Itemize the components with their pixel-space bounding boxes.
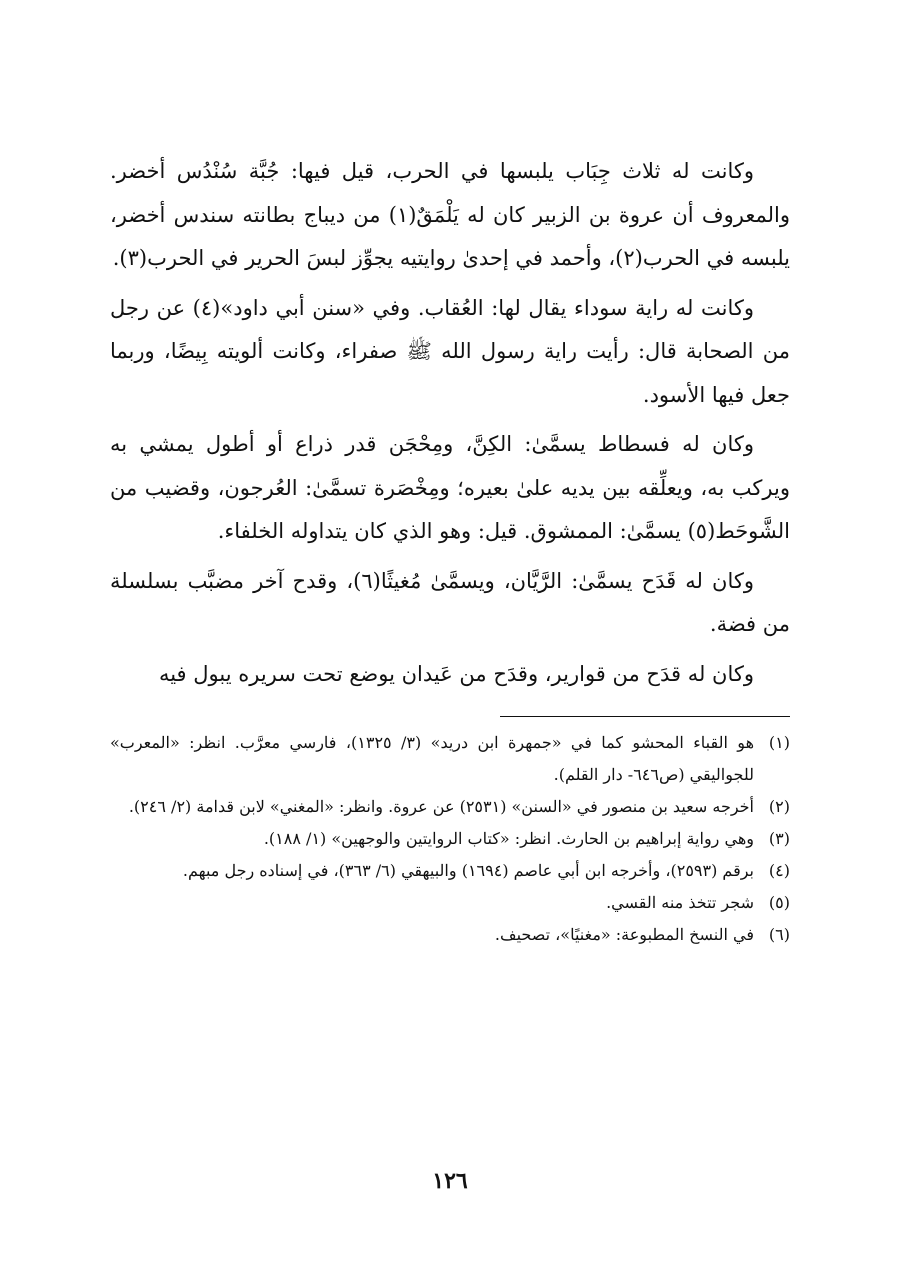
footnote-divider [500,716,790,717]
paragraph-banner: وكانت له راية سوداء يقال لها: العُقاب. وفي «سنن أبي داود»(٤) عن رجل من الصحابة قال: رأيت راية رسول الله ﷺ صفراء، وكانت ألويته بِيضًا، وربما جعل فيها الأسود. [110,295,790,407]
footnote-text: برقم (٢٥٩٣)، وأخرجه ابن أبي عاصم (١٦٩٤) والبيهقي (٦/ ٣٦٣)، في إسناده رجل مبهم. [182,861,754,880]
paragraph-tent-staff: وكان له فسطاط يسمَّىٰ: الكِنَّ، ومِحْجَن قدر ذراع أو أطول يمشي به ويركب به، ويعلِّقه بين يديه علىٰ بعيره؛ ومِخْصَرة تسمَّىٰ: العُرجون، وقضيب من الشَّوحَط(٥) يسمَّىٰ: الممشوق. قيل: وهو الذي كان يتداوله الخلفاء. [110,432,790,543]
footnote-number: (٥) [768,893,790,912]
paragraph-cups: وكان له قَدَح يسمَّىٰ: الرَّيَّان، ويسمَّىٰ مُغيثًا(٦)، وقدح آخر مضبَّب بسلسلة من فضة. [110,568,790,636]
footnote [110,919,790,951]
book-page [110,150,790,1250]
footnote [110,823,790,855]
footnote-number: (٤) [768,861,790,880]
main-text [110,150,790,696]
footnote-number: (١) [768,733,790,752]
page-number: ١٢٦ [432,1168,468,1194]
footnote-number: (٢) [768,797,790,816]
footnotes [110,727,790,951]
footnote [110,727,790,791]
footnote-number: (٣) [768,829,790,848]
footnote-text: وهي رواية إبراهيم بن الحارث. انظر: «كتاب الروايتين والوجهين» (١/ ١٨٨). [263,829,754,848]
footnote-number: (٦) [768,925,790,944]
footnote [110,855,790,887]
footnote-text: أخرجه سعيد بن منصور في «السنن» (٢٥٣١) عن عروة. وانظر: «المغني» لابن قدامة (٢/ ٢٤٦). [128,797,754,816]
footnote-text: شجر تتخذ منه القسي. [606,893,754,912]
footnote [110,887,790,919]
footnote-text: في النسخ المطبوعة: «مغنيًا»، تصحيف. [494,925,754,944]
footnote [110,791,790,823]
paragraph-glass-cup: وكان له قدَح من قوارير، وقدَح من عَيدان يوضع تحت سريره يبول فيه [158,661,754,686]
footnote-text: هو القباء المحشو كما في «جمهرة ابن دريد» (٣/ ١٣٢٥)، فارسي معرَّب. انظر: «المعرب» للجواليقي (ص٦٤٦- دار القلم). [110,733,755,784]
paragraph-garments: وكانت له ثلاث جِبَاب يلبسها في الحرب، قيل فيها: جُبَّة سُنْدُس أخضر. والمعروف أن عروة بن الزبير كان له يَلْمَقٌ(١) من ديباج بطانته سندس أخضر، يلبسه في الحرب(٢)، وأحمد في إحدىٰ روايتيه يجوِّز لبسَ الحرير في الحرب(٣). [110,159,790,270]
